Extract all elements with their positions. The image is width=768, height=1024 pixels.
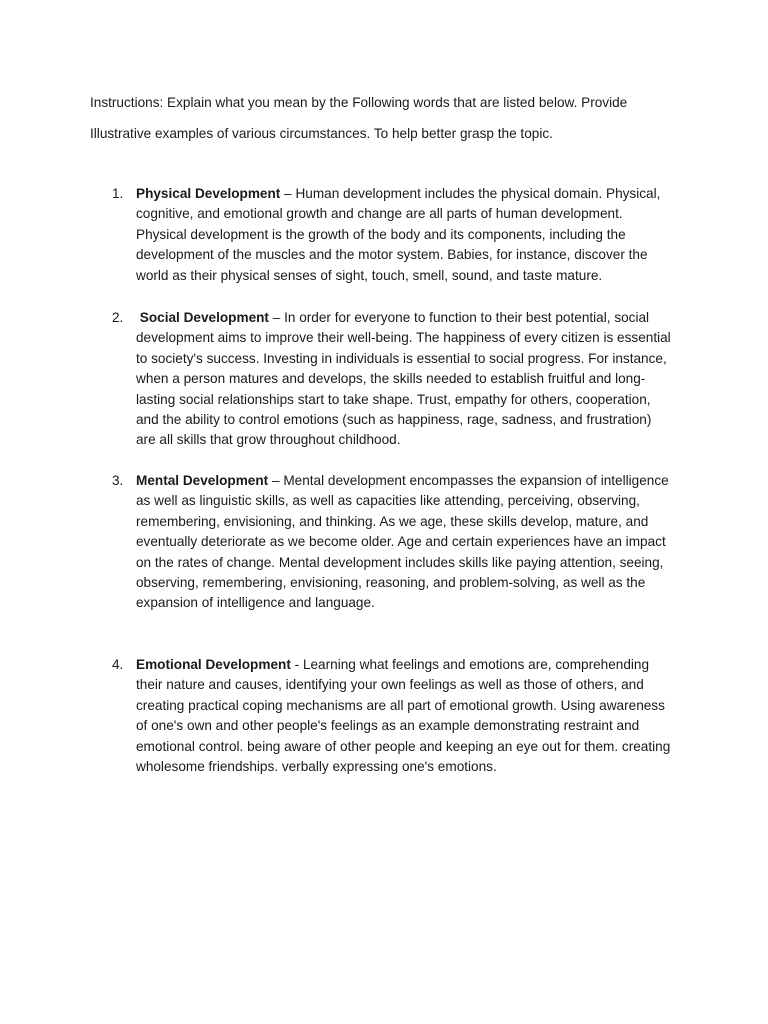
list-item-number: 1. — [112, 186, 124, 201]
list-item-body — [136, 308, 672, 451]
instructions-line-1: Instructions: Explain what you mean by the Following words that are listed below. Provide — [90, 95, 628, 110]
list-item-separator: – — [280, 186, 296, 201]
list-item-number: 2. — [112, 310, 124, 325]
list-item-separator: – — [268, 310, 285, 325]
list-item-text: Mental development encompasses the expansion of intelligence as well as linguistic skills, as well as capacities like attending, perceiving, observing, remembering, envisioning, and thinking. As we age, these skills develop, mature, and eventually deteriorate as we become older. Age and certain experiences have an impact on the rates of change. Mental development includes skills like paying attention, seeing, observing, remembering, envisioning, reasoning, and problem-solving, as well as the expansion of intelligence and language. — [136, 473, 669, 611]
list-item-title: Social Development — [136, 310, 269, 325]
list-item-text: In order for everyone to function to their best potential, social development aims to improve their well-being. The happiness of every citizen is essential to society's success. Investing in individuals is essential to social progress. For instance, when a person matures and develops, the skills needed to establish fruitful and long-lasting social relationships start to take shape. Trust, empathy for others, cooperation, and the ability to control emotions (such as happiness, rage, sadness, and frustration) are all skills that grow throughout childhood. — [136, 310, 671, 448]
list-item-body — [136, 655, 672, 777]
list-item-separator: – — [268, 473, 284, 488]
list-item-body — [136, 471, 672, 614]
list-item-title: Physical Development — [136, 186, 281, 201]
list-item-body — [136, 184, 672, 286]
list-item-number: 3. — [112, 473, 124, 488]
list-item-title: Mental Development — [136, 473, 269, 488]
list-item-separator: - — [290, 657, 303, 672]
list-item-number: 4. — [112, 657, 124, 672]
instructions-line-2: Illustrative examples of various circumstances. To help better grasp the topic. — [90, 126, 553, 141]
list-item-text: Human development includes the physical domain. Physical, cognitive, and emotional growth and change are all parts of human development. Physical development is the growth of the body and its components, including the development of the muscles and the motor system. Babies, for instance, discover the world as their physical senses of sight, touch, smell, sound, and taste mature. — [136, 186, 661, 283]
list-item-text: Learning what feelings and emotions are, comprehending their nature and causes, identifying your own feelings as well as those of others, and creating practical coping mechanisms are all part of emotional growth. Using awareness of one's own and other people's feelings as an example demonstrating restraint and emotional control. being aware of other people and keeping an eye out for them. creating wholesome friendships. verbally expressing one's emotions. — [136, 657, 671, 775]
list-item-title: Emotional Development — [136, 657, 291, 672]
